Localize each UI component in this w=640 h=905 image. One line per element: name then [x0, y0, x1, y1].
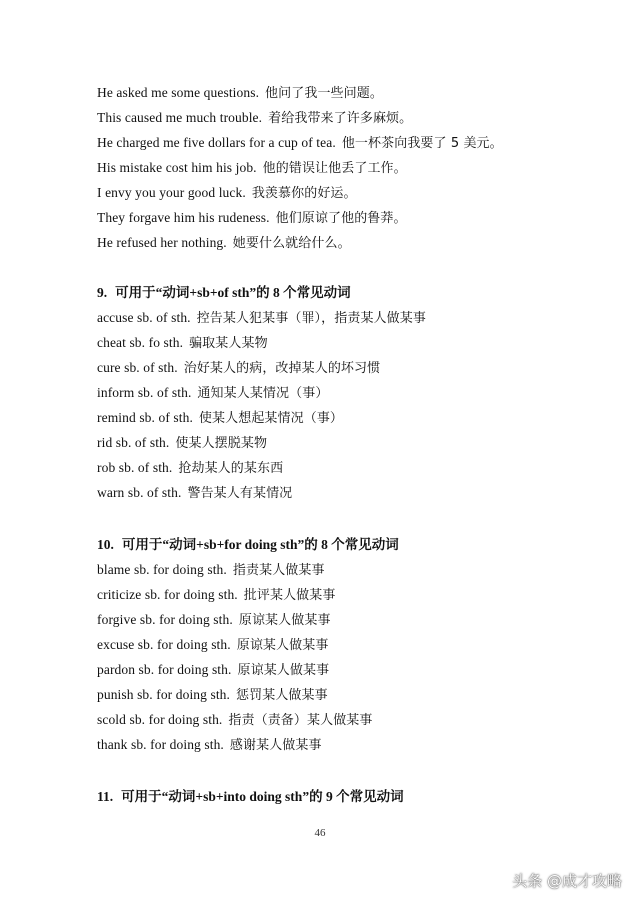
section-number: 11. [97, 789, 114, 804]
example-line [97, 134, 503, 153]
verb-phrase-line [97, 384, 328, 403]
phrase-english: blame sb. for doing sth. [97, 562, 227, 577]
example-english: This caused me much trouble. [97, 110, 263, 125]
example-line [97, 84, 383, 103]
example-chinese: 着给我带来了许多麻烦。 [268, 111, 413, 126]
example-chinese: 我羡慕你的好运。 [251, 186, 357, 201]
phrase-chinese: 原谅某人做某事 [238, 613, 331, 628]
section-number: 9. [97, 285, 108, 300]
phrase-english: cheat sb. fo sth. [97, 335, 184, 350]
section-11-heading [97, 788, 404, 806]
phrase-chinese: 使某人摆脱某物 [175, 436, 268, 451]
phrase-english: inform sb. of sth. [97, 385, 192, 400]
phrase-english: warn sb. of sth. [97, 485, 182, 500]
phrase-chinese: 指责某人做某事 [232, 563, 325, 578]
phrase-chinese: 感谢某人做某事 [229, 738, 322, 753]
verb-phrase-line [97, 636, 328, 655]
example-chinese: 她要什么就给什么。 [232, 236, 351, 251]
verb-phrase-line [97, 711, 373, 730]
example-english: His mistake cost him his job. [97, 160, 257, 175]
phrase-chinese: 抢劫某人的某东西 [178, 461, 284, 476]
phrase-chinese: 骗取某人某物 [189, 336, 268, 351]
verb-phrase-line [97, 434, 267, 453]
section-number: 10. [97, 537, 114, 552]
verb-phrase-line [97, 611, 331, 630]
phrase-chinese: 使某人想起某情况（事） [198, 411, 344, 426]
phrase-chinese: 控告某人犯某事（罪），指责某人做某事 [196, 311, 426, 326]
verb-phrase-line [97, 686, 328, 705]
phrase-english: rid sb. of sth. [97, 435, 170, 450]
example-line [97, 184, 357, 203]
example-english: He charged me five dollars for a cup of tea. [97, 135, 336, 150]
phrase-english: remind sb. of sth. [97, 410, 193, 425]
phrase-english: thank sb. for doing sth. [97, 737, 224, 752]
phrase-chinese: 原谅某人做某事 [237, 663, 330, 678]
verb-phrase-line [97, 661, 329, 680]
example-chinese: 他问了我一些问题。 [265, 86, 383, 101]
phrase-chinese: 警告某人有某情况 [187, 486, 293, 501]
phrase-english: rob sb. of sth. [97, 460, 173, 475]
verb-phrase-line [97, 334, 268, 353]
example-english: He asked me some questions. [97, 85, 260, 100]
section-9-heading [97, 284, 351, 302]
section-title: 可用于“动词+sb+for doing sth”的 8 个常见动词 [121, 537, 399, 552]
example-english: They forgave him his rudeness. [97, 210, 270, 225]
phrase-english: excuse sb. for doing sth. [97, 637, 231, 652]
example-chinese: 他们原谅了他的鲁莽。 [275, 211, 407, 226]
phrase-chinese: 通知某人某情况（事） [197, 386, 329, 401]
phrase-chinese: 惩罚某人做某事 [236, 688, 328, 703]
verb-phrase-line [97, 409, 343, 428]
example-english: He refused her nothing. [97, 235, 227, 250]
example-line [97, 159, 407, 178]
phrase-english: pardon sb. for doing sth. [97, 662, 232, 677]
phrase-chinese: 指责（责备）某人做某事 [228, 713, 373, 728]
section-title: 可用于“动词+sb+of sth”的 8 个常见动词 [115, 285, 351, 300]
example-chinese: 他的错误让他丢了工作。 [262, 161, 407, 176]
phrase-chinese: 治好某人的病，改掉某人的坏习惯 [183, 361, 381, 376]
phrase-english: cure sb. of sth. [97, 360, 178, 375]
verb-phrase-line [97, 484, 292, 503]
example-chinese: 他一杯茶向我要了 5 美元。 [341, 136, 503, 151]
verb-phrase-line [97, 359, 380, 378]
phrase-english: punish sb. for doing sth. [97, 687, 231, 702]
phrase-english: accuse sb. of sth. [97, 310, 191, 325]
example-line [97, 109, 412, 128]
example-english: I envy you your good luck. [97, 185, 246, 200]
page-number: 46 [314, 827, 326, 839]
phrase-english: forgive sb. for doing sth. [97, 612, 233, 627]
example-line [97, 234, 351, 253]
phrase-chinese: 原谅某人做某事 [236, 638, 329, 653]
verb-phrase-line [97, 586, 335, 605]
phrase-english: criticize sb. for doing sth. [97, 587, 238, 602]
verb-phrase-line [97, 309, 426, 328]
verb-phrase-line [97, 561, 325, 580]
verb-phrase-line [97, 459, 283, 478]
phrase-chinese: 批评某人做某事 [243, 588, 336, 603]
section-title: 可用于“动词+sb+into doing sth”的 9 个常见动词 [121, 789, 404, 804]
phrase-english: scold sb. for doing sth. [97, 712, 223, 727]
watermark: 头条 @成才攻略 [512, 872, 622, 890]
section-10-heading [97, 536, 399, 554]
verb-phrase-line [97, 736, 322, 755]
example-line [97, 209, 407, 228]
